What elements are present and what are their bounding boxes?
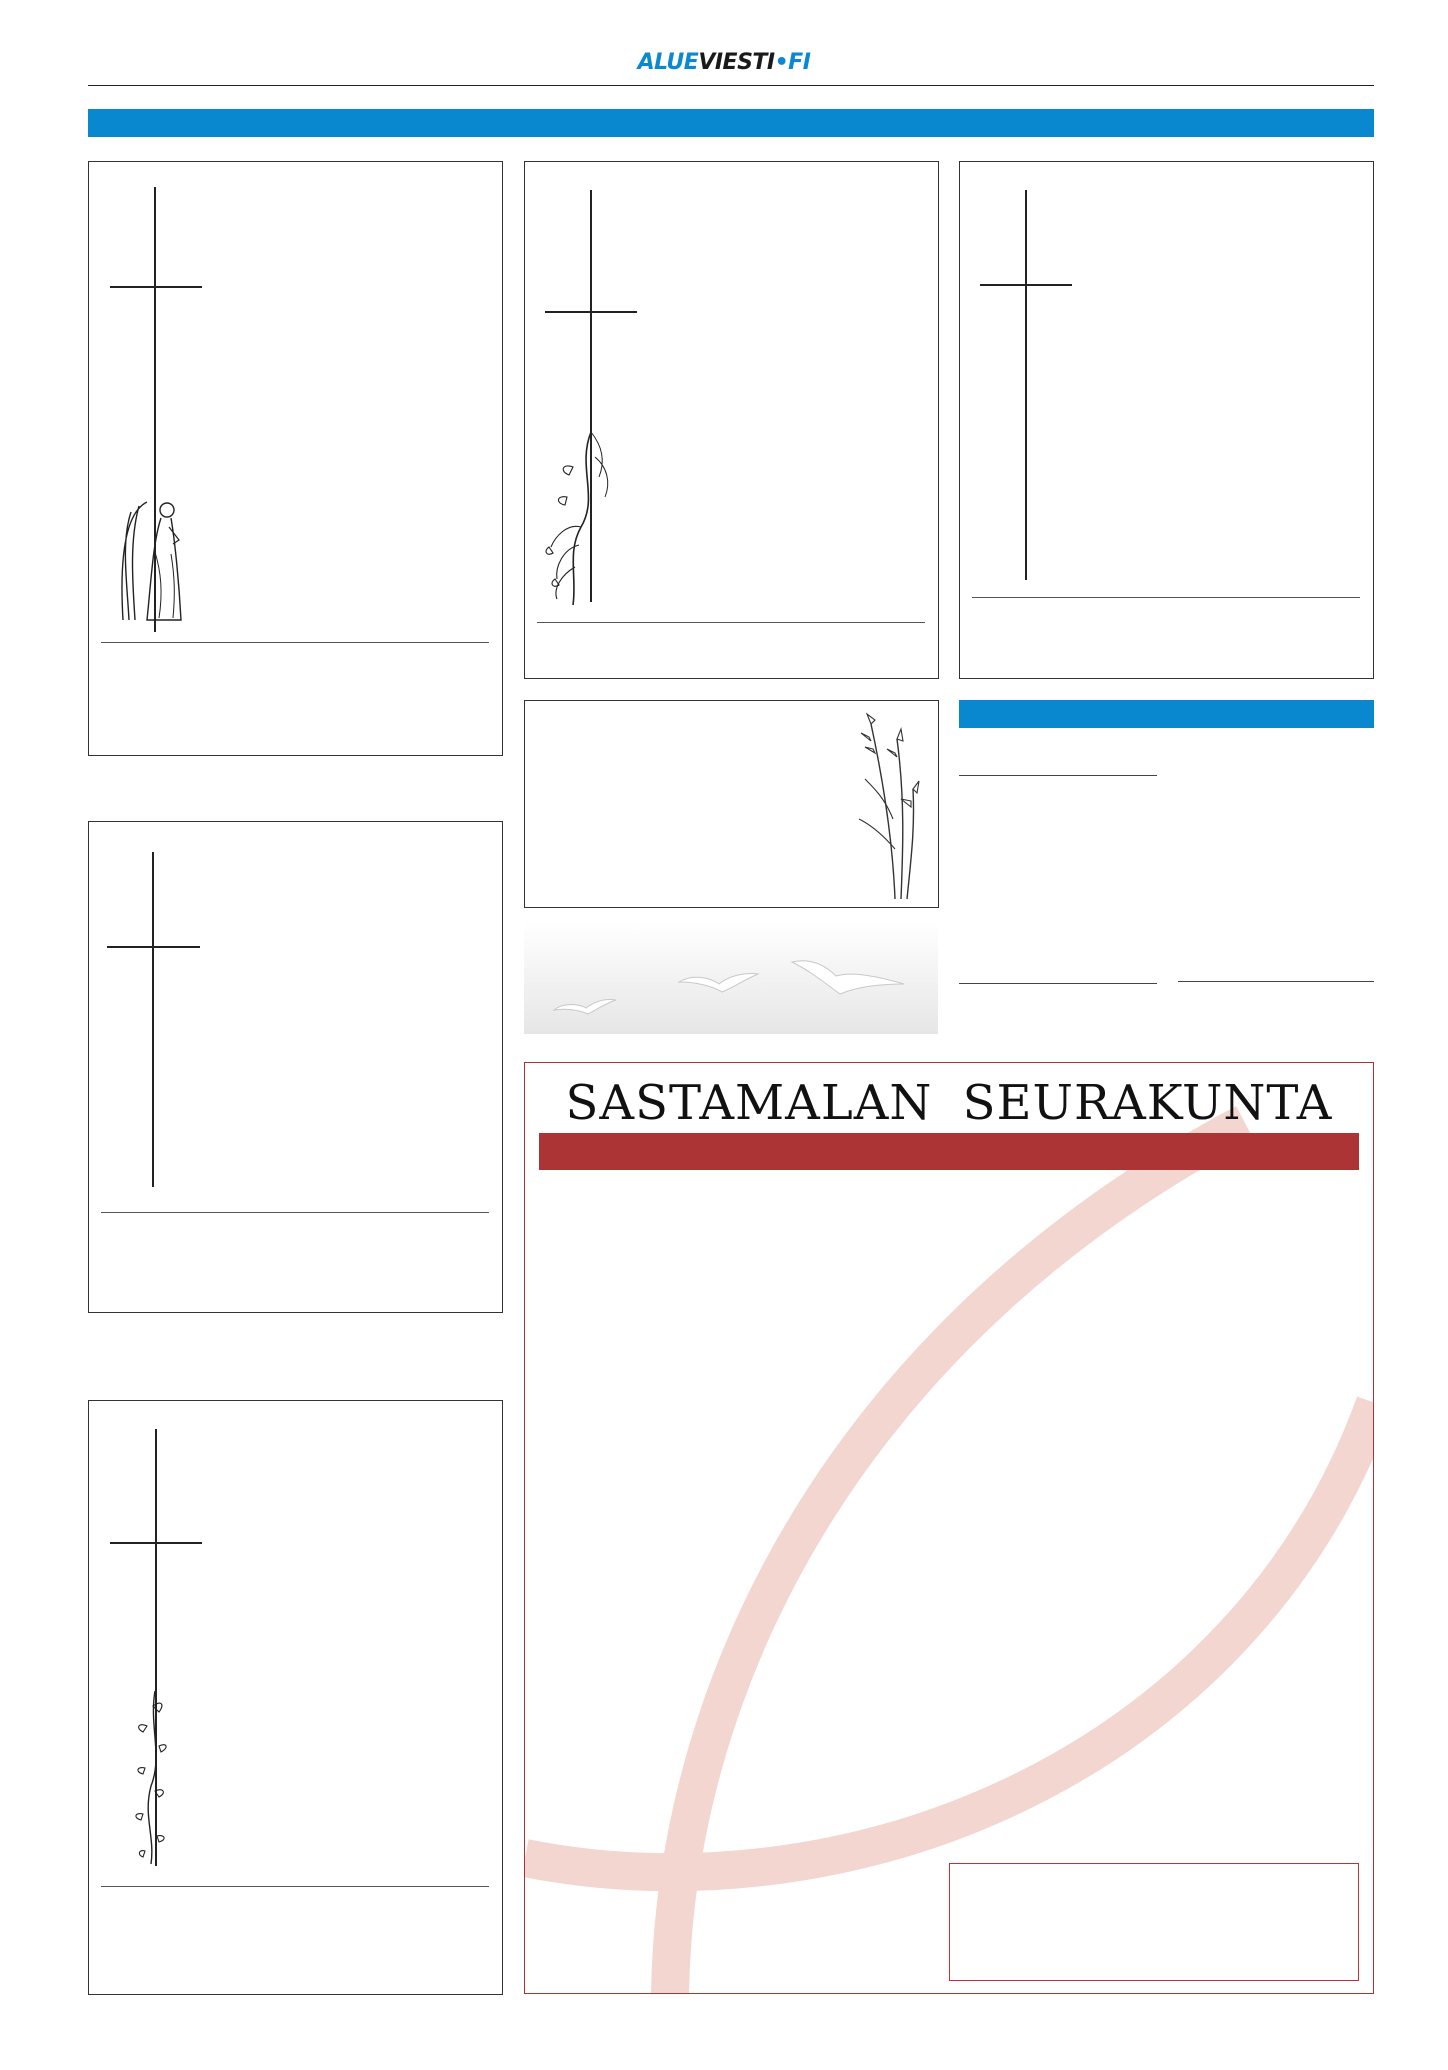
masthead-part-alue: ALUE — [637, 50, 699, 75]
section-header-bar — [88, 109, 1374, 137]
masthead-part-viesti: VIESTI — [698, 50, 775, 75]
obituary-box — [524, 161, 939, 679]
cross-icon — [89, 162, 504, 757]
wheat-icon — [855, 709, 935, 904]
separator-line — [1178, 981, 1374, 982]
separator-line — [959, 983, 1157, 984]
obituary-box — [88, 1400, 503, 1995]
birds-banner — [524, 922, 938, 1034]
church-inner-box — [949, 1863, 1359, 1981]
angel-icon — [117, 492, 187, 627]
church-notice-box — [524, 1062, 1374, 1994]
box-divider — [101, 642, 489, 643]
masthead-part-fi: •FI — [774, 50, 811, 75]
box-divider — [537, 622, 925, 623]
separator-line — [959, 775, 1157, 776]
masthead-logo — [0, 50, 1448, 75]
birds-icon — [524, 922, 938, 1034]
obituary-box — [88, 821, 503, 1313]
notice-box — [524, 700, 939, 908]
leaf-vine-icon — [125, 1686, 175, 1866]
box-divider — [101, 1212, 489, 1213]
flower-vine-icon — [537, 427, 617, 607]
section-header-bar — [959, 700, 1374, 728]
arc-background-icon — [525, 1063, 1374, 1994]
box-divider — [101, 1886, 489, 1887]
obituary-box — [88, 161, 503, 756]
masthead-rule — [88, 85, 1374, 86]
obituary-box — [959, 161, 1374, 679]
box-divider — [972, 597, 1360, 598]
church-notice-title: SASTAMALAN SEURAKUNTA — [565, 1075, 1333, 1131]
church-section-bar — [539, 1133, 1359, 1170]
cross-icon — [960, 162, 1375, 680]
cross-icon — [89, 822, 504, 1314]
